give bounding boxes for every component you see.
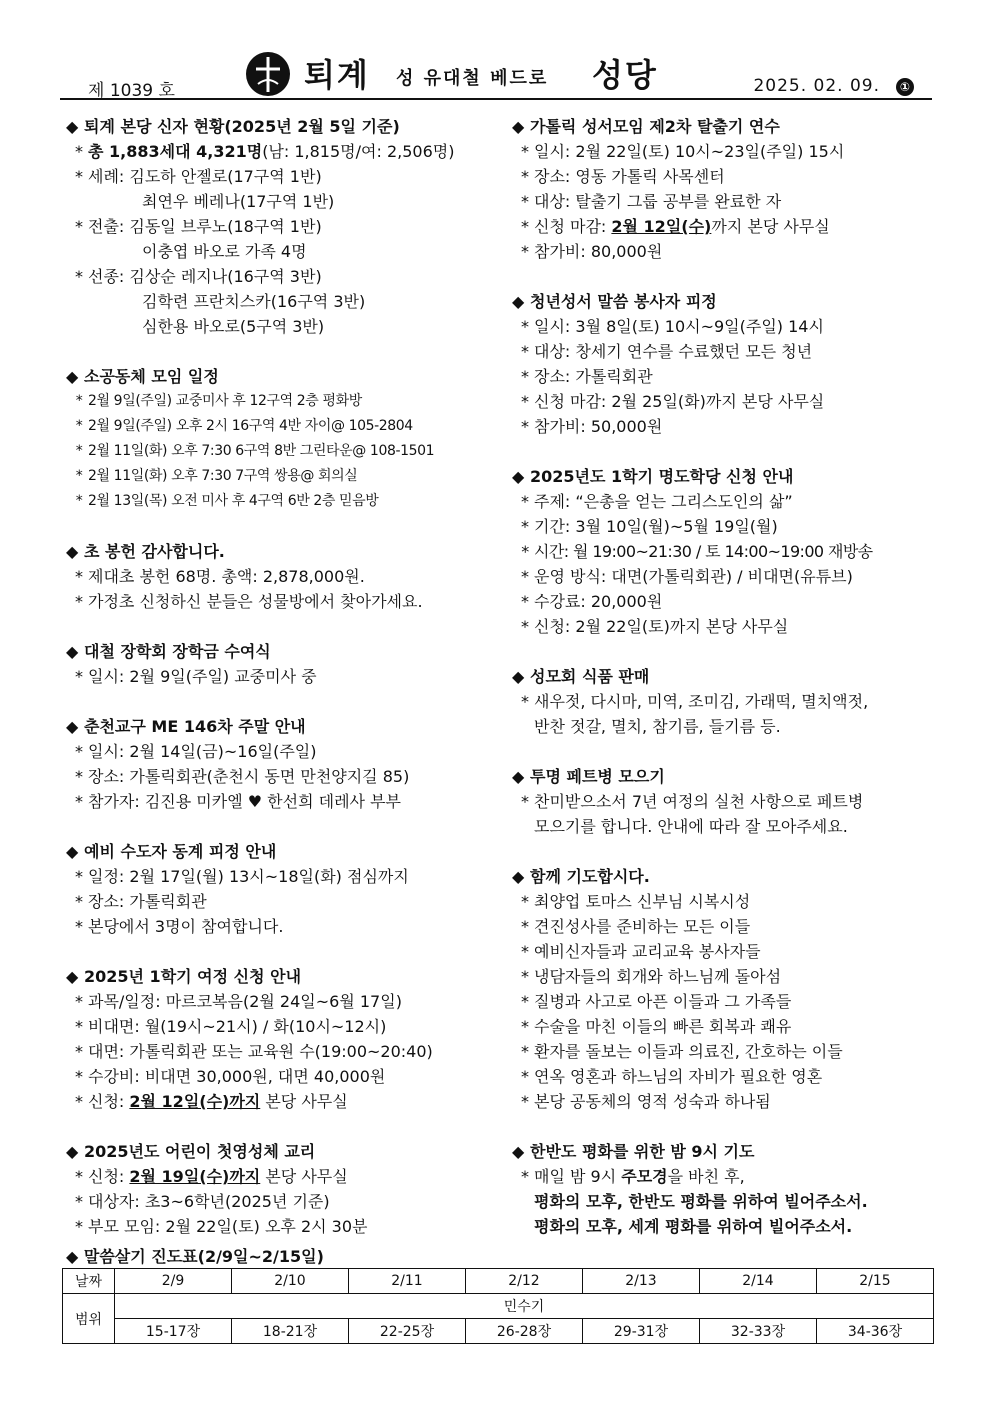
- left-column: [66, 114, 506, 1264]
- table-cell: 18-21장: [232, 1319, 349, 1344]
- table-cell: 15-17장: [115, 1319, 232, 1344]
- diamond-bullet-icon: ◆: [66, 1142, 79, 1161]
- section-title: ◆ 예비 수도자 동계 피정 안내: [66, 839, 506, 864]
- list-item: * 대상: 탈출기 그룹 공부를 완료한 자: [521, 192, 782, 211]
- section-title: ◆ 소공동체 모임 일정: [66, 364, 506, 389]
- list-item: * 대상: 창세기 연수를 수료했던 모든 청년: [521, 342, 813, 361]
- list-item: * 일시: 2월 14일(금)~16일(주일): [75, 742, 317, 761]
- section-title: ◆ 춘천교구 ME 146차 주말 안내: [66, 714, 506, 739]
- list-item: * 가정초 신청하신 분들은 성물방에서 찾아가세요.: [75, 592, 423, 611]
- list-item: * 일시: 3월 8일(토) 10시~9일(주일) 14시: [521, 317, 824, 336]
- section-youth-retreat: [512, 289, 932, 439]
- diamond-bullet-icon: ◆: [512, 667, 525, 686]
- list-item: * 2월 11일(화) 오후 7:30 6구역 8반 그린타운@ 108-1501: [75, 443, 435, 459]
- reading-plan-table: [62, 1268, 934, 1344]
- section-title: ◆ 한반도 평화를 위한 밤 9시 기도: [512, 1139, 932, 1164]
- page-number-badge: ①: [896, 78, 914, 96]
- prayer-line: 평화의 모후, 세계 평화를 위하여 빌어주소서.: [534, 1217, 853, 1236]
- section-prayer-intentions: [512, 864, 932, 1114]
- list-item: * 2월 9일(주일) 교중미사 후 12구역 2층 평화방: [75, 393, 362, 409]
- table-cell: 29-31장: [583, 1319, 700, 1344]
- list-item: * 신청 마감: 2월 25일(화)까지 본당 사무실: [521, 392, 825, 411]
- list-item-continued: 반찬 젓갈, 멸치, 참기름, 들기름 등.: [534, 717, 781, 736]
- diamond-bullet-icon: ◆: [66, 967, 79, 986]
- table-row: [63, 1294, 934, 1319]
- cross-logo-icon: [244, 50, 292, 98]
- list-item: * 질병과 사고로 아픈 이들과 그 가족들: [521, 992, 792, 1011]
- section-title: ◆ 투명 페트병 모으기: [512, 764, 932, 789]
- list-item: * 새우젓, 다시마, 미역, 조미김, 가래떡, 멸치액젓,: [521, 692, 869, 711]
- list-item: * 장소: 가톨릭회관: [75, 892, 207, 911]
- section-myeongdo-school: [512, 464, 932, 639]
- table-cell: 32-33장: [700, 1319, 817, 1344]
- list-item: * 신청: 2월 19일(수)까지 본당 사무실: [75, 1167, 348, 1186]
- parish-title-end: 성당: [592, 56, 658, 94]
- list-item: * 주제: “은총을 얻는 그리스도인의 삶”: [521, 492, 793, 511]
- diamond-bullet-icon: ◆: [66, 367, 79, 386]
- list-item: * 장소: 영동 가톨릭 사목센터: [521, 167, 725, 186]
- section-first-communion: [66, 1139, 506, 1239]
- list-item: * 장소: 가톨릭회관(춘천시 동면 만천양지길 85): [75, 767, 410, 786]
- issue-date: 2025. 02. 09.: [753, 76, 880, 96]
- section-title: ◆ 2025년 1학기 여정 신청 안내: [66, 964, 506, 989]
- section-title: ◆ 함께 기도합시다.: [512, 864, 932, 889]
- list-item: * 본당에서 3명이 참여합니다.: [75, 917, 284, 936]
- table-cell: 22-25장: [349, 1319, 466, 1344]
- list-item-continued: 최연우 베레나(17구역 1반): [142, 192, 335, 211]
- list-item: * 전출: 김동일 브루노(18구역 1반): [75, 217, 322, 236]
- list-item: * 찬미받으소서 7년 여정의 실천 사항으로 페트병: [521, 792, 864, 811]
- section-small-community: [66, 364, 506, 514]
- list-item: * 장소: 가톨릭회관: [521, 367, 653, 386]
- section-pet-bottles: [512, 764, 932, 839]
- section-peace-prayer: [512, 1139, 932, 1239]
- list-item: * 수강비: 비대면 30,000원, 대면 40,000원: [75, 1067, 386, 1086]
- table-header-cell: 날짜: [63, 1269, 115, 1294]
- diamond-bullet-icon: ◆: [66, 542, 79, 561]
- table-row: [63, 1269, 934, 1294]
- list-item: * 참가자: 김진용 미카엘 ♥ 한선희 데레사 부부: [75, 792, 402, 811]
- list-item: * 2월 13일(목) 오전 미사 후 4구역 6반 2층 믿음방: [75, 493, 379, 509]
- list-item: * 시간: 월 19:00~21:30 / 토 14:00~19:00 재방송: [521, 542, 873, 561]
- list-item: * 일시: 2월 22일(토) 10시~23일(주일) 15시: [521, 142, 845, 161]
- table-header-cell: 범위: [63, 1294, 115, 1344]
- list-item: * 환자를 돌보는 이들과 의료진, 간호하는 이들: [521, 1042, 843, 1061]
- list-item: * 2월 9일(주일) 오후 2시 16구역 4반 자이@ 105-2804: [75, 418, 413, 434]
- table-cell: 2/9: [115, 1269, 232, 1294]
- list-item: * 예비신자들과 교리교육 봉사자들: [521, 942, 761, 961]
- list-item: * 냉담자들의 회개와 하느님께 돌아섬: [521, 967, 782, 986]
- list-item: * 세례: 김도하 안젤로(17구역 1반): [75, 167, 322, 186]
- list-item: * 신청: 2월 22일(토)까지 본당 사무실: [521, 617, 789, 636]
- section-religious-retreat: [66, 839, 506, 939]
- parish-title-main: 퇴계: [304, 56, 370, 94]
- list-item: * 수강료: 20,000원: [521, 592, 663, 611]
- issue-number: 제 1039 호: [88, 81, 175, 101]
- list-item: * 신청 마감: 2월 12일(수)까지 본당 사무실: [521, 217, 830, 236]
- list-item: * 과목/일정: 마르코복음(2월 24일~6월 17일): [75, 992, 402, 1011]
- table-cell-book: 민수기: [115, 1294, 934, 1319]
- list-item: * 선종: 김상순 레지나(16구역 3반): [75, 267, 322, 286]
- list-item-continued: 심한용 바오로(5구역 3반): [142, 317, 325, 336]
- list-item: * 운영 방식: 대면(가톨릭회관) / 비대면(유튜브): [521, 567, 853, 586]
- list-item-continued: 모으기를 합니다. 안내에 따라 잘 모아주세요.: [534, 817, 848, 836]
- section-title: ◆ 가톨릭 성서모임 제2차 탈출기 연수: [512, 114, 932, 139]
- table-cell: 34-36장: [817, 1319, 934, 1344]
- section-scholarship: [66, 639, 506, 689]
- diamond-bullet-icon: ◆: [512, 767, 525, 786]
- section-parish-status: [66, 114, 506, 339]
- list-item: * 기간: 3월 10일(월)~5월 19일(월): [521, 517, 778, 536]
- diamond-bullet-icon: ◆: [66, 1247, 84, 1266]
- list-item: * 일시: 2월 9일(주일) 교중미사 중: [75, 667, 317, 686]
- section-title: ◆ 2025년도 어린이 첫영성체 교리: [66, 1139, 506, 1164]
- list-item-continued: 김학련 프란치스카(16구역 3반): [142, 292, 366, 311]
- section-food-sale: [512, 664, 932, 739]
- list-item: * 참가비: 80,000원: [521, 242, 663, 261]
- section-title: ◆ 성모회 식품 판매: [512, 664, 932, 689]
- reading-plan-title: ◆ 말씀살기 진도표(2/9일~2/15일): [66, 1247, 324, 1266]
- list-item: * 매일 밤 9시 주모경을 바친 후,: [521, 1167, 745, 1186]
- list-item: * 비대면: 월(19시~21시) / 화(10시~12시): [75, 1017, 387, 1036]
- list-item: * 대상자: 초3~6학년(2025년 기준): [75, 1192, 330, 1211]
- diamond-bullet-icon: ◆: [66, 717, 79, 736]
- section-journey-course: [66, 964, 506, 1114]
- list-item: * 제대초 봉헌 68명. 총액: 2,878,000원.: [75, 567, 365, 586]
- list-item: * 총 1,883세대 4,321명(남: 1,815명/여: 2,506명): [75, 142, 455, 161]
- section-title: ◆ 2025년도 1학기 명도학당 신청 안내: [512, 464, 932, 489]
- list-item: * 참가비: 50,000원: [521, 417, 663, 436]
- table-cell: 2/12: [466, 1269, 583, 1294]
- list-item-continued: 이충엽 바오로 가족 4명: [142, 242, 307, 261]
- section-title: ◆ 대철 장학회 장학금 수여식: [66, 639, 506, 664]
- list-item: * 수술을 마친 이들의 빠른 회복과 쾌유: [521, 1017, 792, 1036]
- section-me-weekend: [66, 714, 506, 814]
- table-cell: 26-28장: [466, 1319, 583, 1344]
- diamond-bullet-icon: ◆: [512, 1142, 525, 1161]
- header-rule: [60, 98, 932, 100]
- list-item: * 2월 11일(화) 오후 7:30 7구역 쌍용@ 회의실: [75, 468, 358, 484]
- list-item: * 견진성사를 준비하는 모든 이들: [521, 917, 751, 936]
- right-column: [512, 114, 932, 1264]
- list-item: * 본당 공동체의 영적 성숙과 하나됨: [521, 1092, 771, 1111]
- masthead: [60, 44, 932, 100]
- diamond-bullet-icon: ◆: [66, 842, 79, 861]
- section-title: ◆ 청년성서 말씀 봉사자 피정: [512, 289, 932, 314]
- table-row: [63, 1319, 934, 1344]
- section-candle-offering: [66, 539, 506, 614]
- section-title: ◆ 초 봉헌 감사합니다.: [66, 539, 506, 564]
- table-cell: 2/11: [349, 1269, 466, 1294]
- section-title: ◆ 퇴계 본당 신자 현황(2025년 2월 5일 기준): [66, 114, 506, 139]
- diamond-bullet-icon: ◆: [512, 117, 525, 136]
- table-cell: 2/10: [232, 1269, 349, 1294]
- parish-title-saint: 성 유대철 베드로: [396, 68, 549, 89]
- list-item: * 부모 모임: 2월 22일(토) 오후 2시 30분: [75, 1217, 368, 1236]
- section-bible-exodus: [512, 114, 932, 264]
- list-item: * 최양업 토마스 신부님 시복시성: [521, 892, 751, 911]
- table-cell: 2/15: [817, 1269, 934, 1294]
- list-item: * 연옥 영혼과 하느님의 자비가 필요한 영혼: [521, 1067, 823, 1086]
- table-cell: 2/13: [583, 1269, 700, 1294]
- list-item: * 대면: 가톨릭회관 또는 교육원 수(19:00~20:40): [75, 1042, 433, 1061]
- diamond-bullet-icon: ◆: [512, 867, 525, 886]
- table-cell: 2/14: [700, 1269, 817, 1294]
- prayer-line: 평화의 모후, 한반도 평화를 위하여 빌어주소서.: [534, 1192, 868, 1211]
- list-item: * 신청: 2월 12일(수)까지 본당 사무실: [75, 1092, 348, 1111]
- diamond-bullet-icon: ◆: [512, 467, 525, 486]
- diamond-bullet-icon: ◆: [512, 292, 525, 311]
- diamond-bullet-icon: ◆: [66, 117, 79, 136]
- diamond-bullet-icon: ◆: [66, 642, 79, 661]
- list-item: * 일정: 2월 17일(월) 13시~18일(화) 점심까지: [75, 867, 409, 886]
